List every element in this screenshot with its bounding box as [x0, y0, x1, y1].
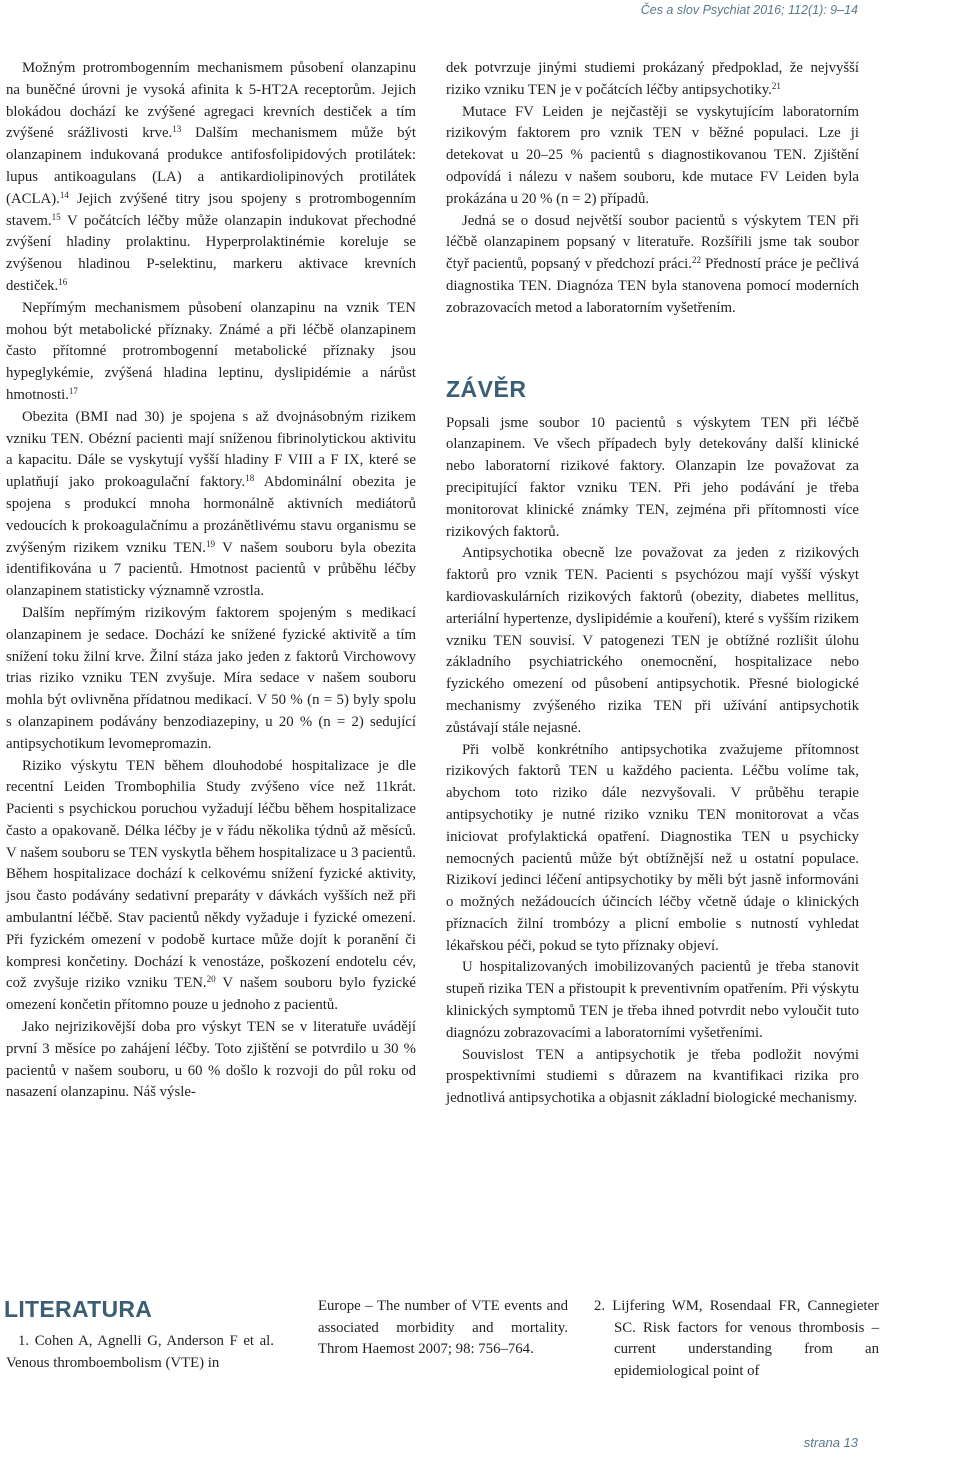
- paragraph: U hospitalizovaných imobilizovaných pacientů je třeba stanovit stupeň rizika TEN a přistoupit k preventivním opatřením. Při výskytu klinických symptomů TEN je třeba ihned potvrdit nebo vyloučit tuto diagnózu zobrazovacími a laboratorními vyšetřeními.: [446, 959, 859, 1041]
- running-header: Čes a slov Psychiat 2016; 112(1): 9–14: [640, 3, 858, 17]
- section-heading-conclusion: ZÁVĚR: [446, 375, 527, 402]
- paragraph: Možným protrombogenním mechanismem působení olanzapinu na buněčné úrovni je vysoká afinita k 5-HT2A receptorům. Jejich blokádou dochází ke zvýšené agregaci krevních destiček a tím zvýšené srážlivosti krve.$^{13}$ Dalším mechanismem může být olanzapinem indukovaná produkce antifosfolipidových protilátek: lupus antikoagulans (LA) a antikardiolipinových protilátek (ACLA).$^{14}$ Jejich zvýšené titry jsou spojeny s protrombogenním stavem.$^{15}$ V počátcích léčby může olanzapin indukovat přechodné zvýšení hladiny prolaktinu. Hyperprolaktinémie koreluje se zvýšenou hladinou P-selektinu, markeru aktivace krevních destiček.$^{16}$: [6, 60, 416, 294]
- citation: 13: [172, 124, 182, 135]
- citation: 18: [245, 473, 255, 484]
- citation: 20: [206, 974, 216, 985]
- citation: 22: [691, 255, 701, 266]
- page-number: strana 13: [803, 1435, 858, 1450]
- paragraph: dek potvrzuje jinými studiemi prokázaný předpoklad, že nejvyšší riziko vzniku TEN je v počátcích léčby antipsychotiky.$^{21}$: [446, 60, 859, 98]
- paragraph: Mutace FV Leiden je nejčastěji se vyskytujícím laboratorním rizikovým faktorem pro vznik TEN v běžné populaci. Lze ji detekovat u 20–25 % pacientů s diagnostikovanou TEN. Zjištění odpovídá i nálezu v našem souboru, kde mutace FV Leiden byla prokázána u 20 % (n = 2) případů.: [446, 103, 859, 207]
- paragraph: Obezita (BMI nad 30) je spojena s až dvojnásobným rizikem vzniku TEN. Obézní pacienti mají sníženou fibrinolytickou aktivitu a kapacitu. Dále se vyskytují vyšší hladiny F VIII a F IX, které se uplatňují jako prokoagulační faktory.$^{18}$ Abdominální obezita je spojena s produkcí mnoha hormonálně aktivních mediátorů vedoucích k prokoagulačnímu a prozánětlivému stavu organismu se zvýšeným rizikem vzniku TEN.$^{19}$ V našem souboru byla obezita identifikována u 7 pacientů. Hmotnost pacientů v průběhu léčby olanzapinem statisticky významně vzrostla.: [6, 408, 416, 600]
- paragraph: Jedná se o dosud největší soubor pacientů s výskytem TEN při léčbě olanzapinem popsaný v literatuře. Rozšířili jsme tak soubor čtyř pacientů, popsaný v předchozí práci.$^{22}$ Předností práce je pečlivá diagnostika TEN. Diagnóza TEN byla stanovena pomocí moderních zobrazovacích metod a laboratorním vyšetřením.: [446, 212, 859, 316]
- citation: 16: [58, 276, 68, 287]
- references-heading: LITERATURA: [4, 1296, 153, 1322]
- paragraph: Souvislost TEN a antipsychotik je třeba podložit novými prospektivními studiemi s důrazem na kvantifikaci rizika pro jednotlivá antipsychotika a objasnit základní biologické mechanismy.: [446, 1046, 859, 1107]
- paragraph: Dalším nepřímým rizikovým faktorem spojeným s medikací olanzapinem je sedace. Dochází ke snížené fyzické aktivitě a tím snížení toku žilní krve. Žilní stáza jako jeden z faktorů Virchowovy trias riziko vzniku TEN zvyšuje. Míra sedace v našem souboru mohla být ovlivněna přídatnou medikací. V 50 % (n = 5) byly spolu s olanzapinem podávány benzodiazepiny, u 20 % (n = 2) sedující antipsychotikum levomepromazin.: [6, 604, 416, 752]
- paragraph: Nepřímým mechanismem působení olanzapinu na vznik TEN mohou být metabolické příznaky. Známé a při léčbě olanzapinem často přítomné protrombogenní metabolické příznaky jsou hypeglykémie, zvýšená hladina leptinu, dyslipidémie a nárůst hmotnosti.$^{17}$: [6, 299, 416, 403]
- left-column: [6, 58, 416, 1104]
- paragraph: Riziko výskytu TEN během dlouhodobé hospitalizace je dle recentní Leiden Trombophilia Study zvýšeno více než 11krát. Pacienti s psychickou poruchou vyžadují léčbu během hospitalizace často a opakovaně. Délka léčby je v řádu několika týdnů až měsíců. V našem souboru se TEN vyskytla během hospitalizace u 3 pacientů. Během hospitalizace dochází k celkovému snížení fyzické aktivity, jsou často podávány sedativní preparáty v dávkách vyšších než při ambulantní léčbě. Stav pacientů někdy vyžaduje i fyzické omezení. Při fyzickém omezení v podobě kurtace může dojít k poranění či kompresi končetiny. Dochází k venostáze, poškození endotelu cév, což zvyšuje riziko vzniku TEN.$^{20}$ V našem souboru bylo fyzické omezení končetin přítomno pouze u jednoho z pacientů.: [6, 757, 416, 1014]
- right-column: [446, 58, 859, 1110]
- paragraph: Jako nejrizikovější doba pro výskyt TEN se v literatuře uvádějí první 3 měsíce po zahájení léčby. Toto zjištění se potvrdilo u 30 % pacientů v našem souboru, u 60 % došlo k rozvoji do půl roku od nasazení olanzapinu. Náš výsle-: [6, 1019, 416, 1101]
- paragraph: Antipsychotika obecně lze považovat za jeden z rizikových faktorů pro vznik TEN. Pacienti s psychózou mají vyšší výskyt kardiovaskulárních rizikových faktorů (obezity, diabetes mellitus, arteriální hypertenze, dyslipidémie a kouření), které s vyšším rizikem vzniku TEN souvisí. V patogenezi TEN je obtížné rozlišit úlohu základního psychiatrického onemocnění, hospitalizace nebo fyzického omezení od působení antipsychotik. Přesné biologické mechanismy zvýšeného rizika TEN při užívání antipsychotik zůstávají stále nejasné.: [446, 545, 859, 736]
- citation: 14: [59, 189, 69, 200]
- citation: 21: [771, 80, 781, 91]
- reference-item: 1. Cohen A, Agnelli G, Anderson F et al. Venous thromboembolism (VTE) in: [6, 1333, 274, 1371]
- paragraph: Při volbě konkrétního antipsychotika zvažujeme přítomnost rizikových faktorů TEN u každého pacienta. Léčbu volíme tak, abychom toto riziko dále nezvyšovali. V průběhu terapie antipsychotiky je nutné riziko vzniku TEN monitorovat a včas iniciovat profylaktická opatření. Diagnostika TEN u psychicky nemocných pacientů může být obtížnější než u ostatní populace. Rizikoví jedinci léčení antipsychotiky by měli být jasně informováni o možných nežádoucích účincích léčby včetně údaje o klinických příznacích žilní trombózy a plicní embolie s nutností vyhledat lékařskou péči, pokud se tyto příznaky objeví.: [446, 741, 859, 954]
- reference-item: 2. Lijfering WM, Rosendaal FR, Cannegieter SC. Risk factors for venous thrombosis – current understanding from an epidemiological point of: [594, 1298, 879, 1379]
- citation: 19: [205, 538, 215, 549]
- citation: 17: [68, 385, 78, 396]
- paragraph: Popsali jsme soubor 10 pacientů s výskytem TEN při léčbě olanzapinem. Ve všech případech byly detekovány další klinické nebo laboratorní rizikové faktory. Olanzapin lze považovat za precipitující faktor vzniku TEN. Při jeho podávání je třeba monitorovat klinické známky TEN, zejména při přítomnosti více rizikových faktorů.: [446, 414, 859, 540]
- reference-item-continued: Europe – The number of VTE events and associated morbidity and mortality. Throm Haemost 2007; 98: 756–764.: [318, 1298, 568, 1357]
- citation: 15: [51, 211, 61, 222]
